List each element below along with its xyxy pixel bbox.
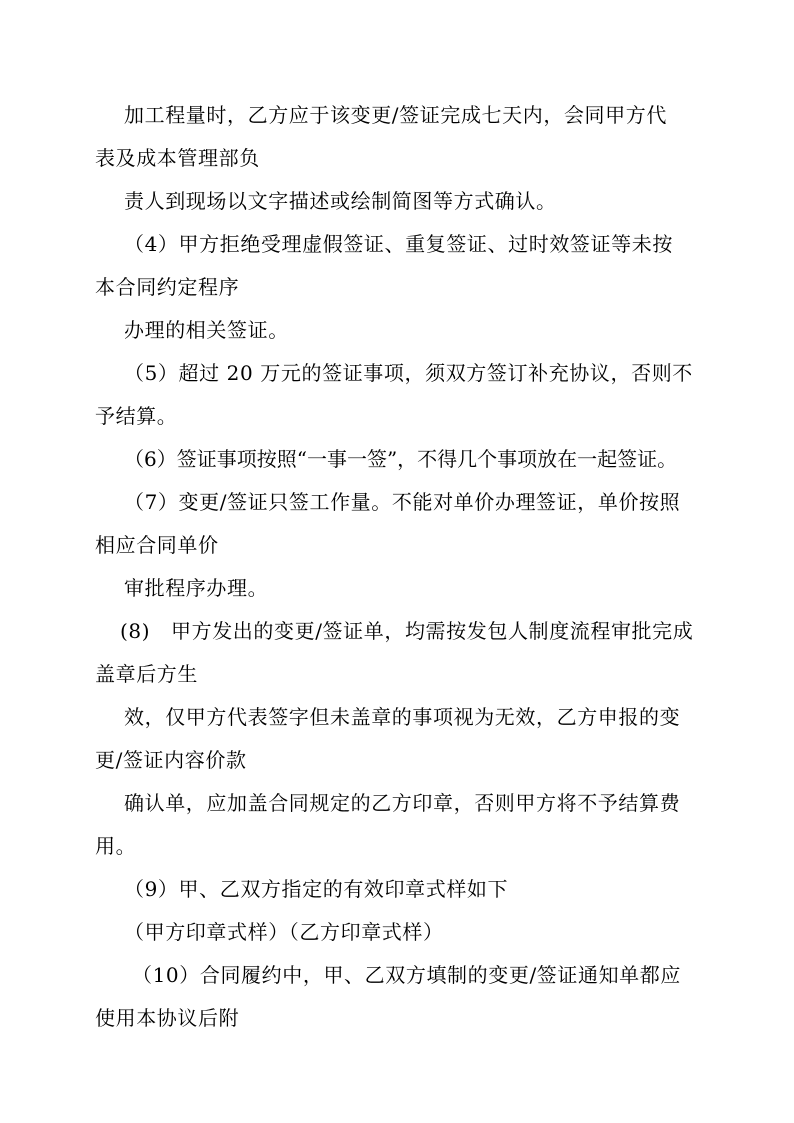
text-line-16: 更/签证内容价款 [95, 748, 247, 772]
text-line-19: （9）甲、乙双方指定的有效印章式样如下 [124, 877, 509, 901]
text-line-9: （6）签证事项按照“一事一签”，不得几个事项放在一起签证。 [124, 447, 678, 471]
text-line-17: 确认单，应加盖合同规定的乙方印章，否则甲方将不予结算费 [124, 791, 681, 815]
text-line-3: 责人到现场以文字描述或绘制简图等方式确认。 [124, 189, 557, 213]
text-line-4: （4）甲方拒绝受理虚假签证、重复签证、过时效签证等未按 [124, 232, 673, 256]
text-line-1: 加工程量时，乙方应于该变更/签证完成七天内，会同甲方代 [124, 103, 667, 127]
text-line-8: 予结算。 [95, 404, 178, 428]
text-line-10: （7）变更/签证只签工作量。不能对单价办理签证，单价按照 [124, 490, 681, 514]
text-line-22: 使用本协议后附 [95, 1006, 240, 1030]
text-line-15: 效，仅甲方代表签字但未盖章的事项视为无效，乙方申报的变 [124, 705, 681, 729]
text-line-18: 用。 [95, 834, 137, 858]
text-line-2: 表及成本管理部负 [95, 146, 260, 170]
text-line-12: 审批程序办理。 [124, 576, 269, 600]
text-line-7: （5）超过 20 万元的签证事项，须双方签订补充协议，否则不 [124, 361, 693, 385]
text-line-13: (8) 甲方发出的变更/签证单，均需按发包人制度流程审批完成 [120, 619, 694, 643]
text-line-5: 本合同约定程序 [95, 275, 240, 299]
text-line-6: 办理的相关签证。 [124, 318, 289, 342]
text-line-20: （甲方印章式样）（乙方印章式样） [124, 920, 444, 944]
text-line-11: 相应合同单价 [95, 533, 219, 557]
text-line-14: 盖章后方生 [95, 662, 198, 686]
text-line-21: （10）合同履约中，甲、乙双方填制的变更/签证通知单都应 [132, 963, 681, 987]
